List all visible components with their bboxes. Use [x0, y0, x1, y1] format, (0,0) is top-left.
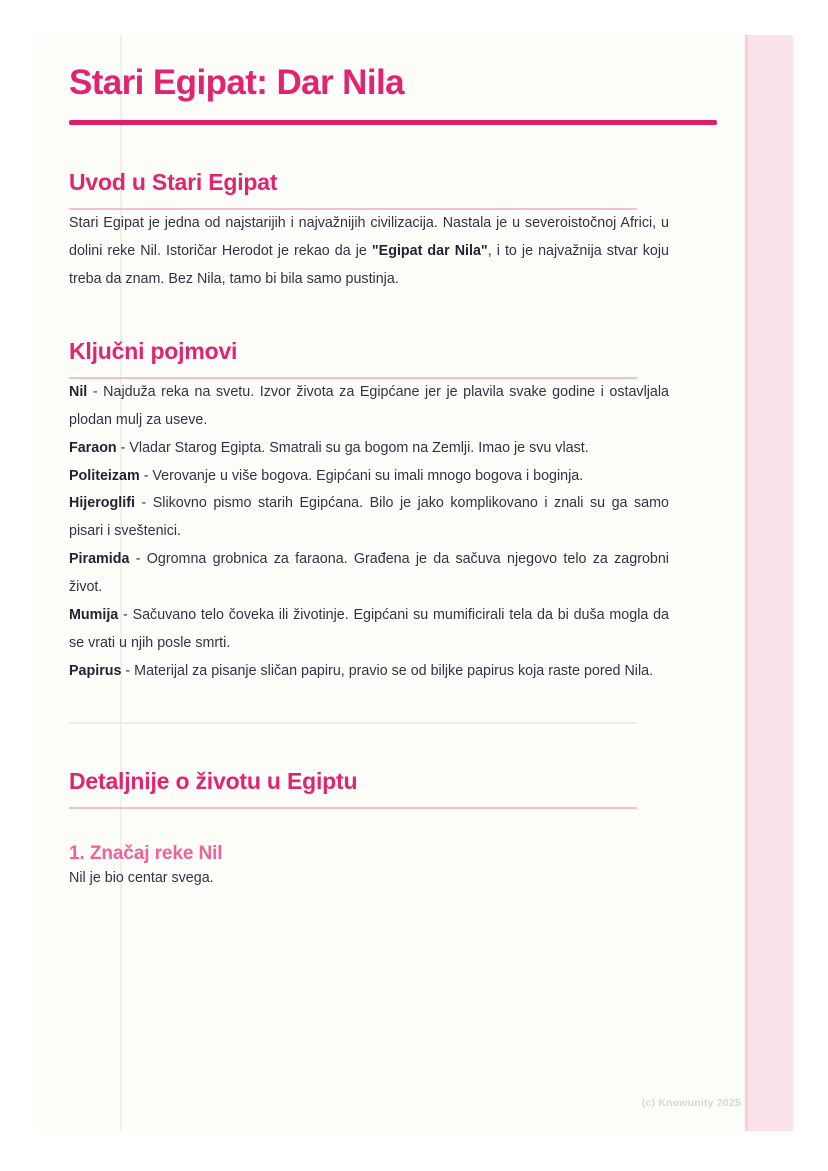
subsection-heading-nil: 1. Značaj reke Nil — [69, 842, 223, 864]
term-label: Politeizam — [69, 467, 140, 484]
term-definition — [69, 435, 669, 463]
intro-text-part2: , i to je najvažnija stvar koju treba da znam. Bez Nila, tamo bi bila samo pustinja. — [69, 243, 669, 287]
term-text: - Najduža reka na svetu. Izvor života za Egipćane jer je plavila svake godine i ostavljala plodan mulj za useve. — [69, 383, 669, 428]
term-label: Piramida — [69, 551, 130, 568]
section-heading-underline — [69, 807, 637, 809]
term-text: - Ogromna grobnica za faraona. Građena je da sačuva njegovo telo za zagrobni život. — [69, 551, 669, 595]
term-text: - Materijal za pisanje sličan papiru, pravio se od biljke papirus koja raste pored Nila. — [121, 662, 654, 679]
term-definition — [69, 463, 669, 491]
decorative-edge-strip — [745, 35, 793, 1131]
term-text: - Verovanje u više bogova. Egipćani su imali mnogo bogova i boginja. — [139, 467, 584, 484]
subsection-nil — [69, 843, 669, 893]
term-label: Hijeroglifi — [69, 495, 135, 512]
term-label: Faraon — [69, 439, 117, 456]
watermark: (c) Knowunity 2025 — [641, 1097, 741, 1109]
document-sheet — [35, 35, 793, 1131]
intro-text-bold: "Egipat dar Nila" — [371, 243, 488, 260]
title-underline — [69, 120, 717, 125]
term-definition — [69, 379, 669, 435]
section-heading-key-terms: Ključni pojmovi — [69, 337, 238, 364]
section-heading-details: Detaljnije o životu u Egiptu — [69, 767, 358, 794]
term-label: Nil — [69, 383, 88, 400]
intro-text-part1: Stari Egipat je jedna od najstarijih i najvažnijih civilizacija. Nastala je u severoistočnoj Africi, u dolini reke Nil. Istoričar Herodot je rekao da je — [69, 215, 669, 260]
term-definition — [69, 546, 669, 602]
term-definition — [69, 490, 669, 546]
section-details-header — [69, 768, 669, 809]
section-key-terms-header — [69, 338, 669, 379]
intro-paragraph — [69, 210, 669, 294]
page-title: Stari Egipat: Dar Nila — [69, 63, 404, 102]
subsection-paragraph-nil: Nil je bio centar svega. — [69, 869, 214, 886]
term-definition — [69, 658, 669, 686]
term-definition — [69, 602, 669, 658]
section-divider — [69, 722, 637, 724]
term-label: Mumija — [69, 606, 119, 623]
section-heading-intro: Uvod u Stari Egipat — [69, 169, 278, 196]
document-content — [69, 35, 669, 892]
term-text: - Sačuvano telo čoveka ili životinje. Egipćani su mumificirali tela da bi duša mogla da se vrati u njih posle smrti. — [69, 606, 669, 651]
term-text: - Vladar Starog Egipta. Smatrali su ga bogom na Zemlji. Imao je svu vlast. — [116, 439, 589, 456]
term-label: Papirus — [69, 662, 122, 679]
term-text: - Slikovno pismo starih Egipćana. Bilo je jako komplikovano i znali su ga samo pisari i sveštenici. — [69, 495, 669, 540]
section-intro-header — [69, 169, 669, 210]
